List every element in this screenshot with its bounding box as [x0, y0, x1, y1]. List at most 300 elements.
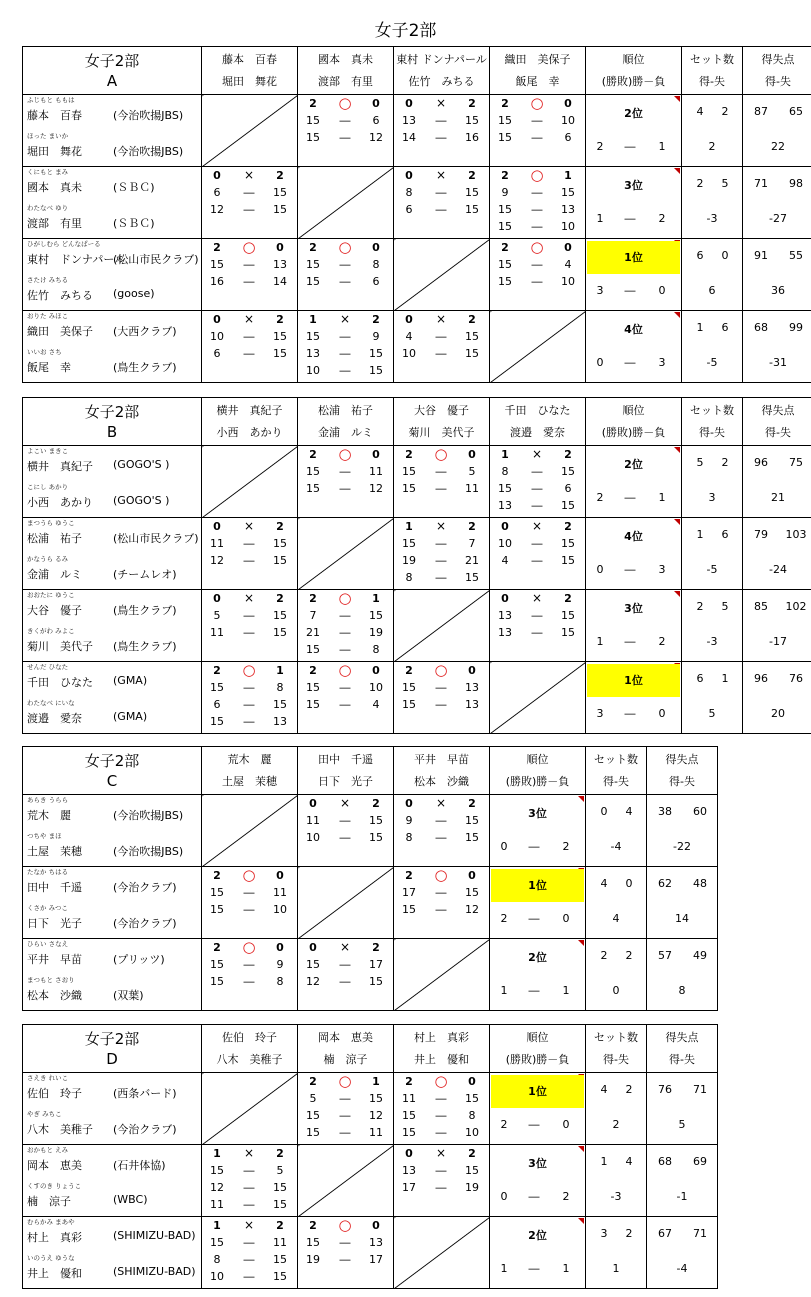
game-score-opp: 11 [273, 886, 287, 899]
self-match-cell [202, 795, 298, 867]
pair-row [23, 446, 811, 518]
dash: ― [531, 626, 543, 639]
game-score-opp: 9 [276, 958, 284, 971]
column-header-player2: 菊川 美代子 [408, 425, 475, 439]
wins: 2 [500, 912, 508, 925]
game-score [298, 1251, 393, 1268]
sets-for: 1 [696, 528, 704, 541]
sets-header-sub: 得-失 [699, 425, 725, 439]
match-result-cell [490, 95, 586, 167]
points-difference: 20 [771, 707, 785, 720]
game-score [394, 535, 489, 552]
game-score-opp: 11 [273, 1236, 287, 1249]
points-cell [647, 1145, 718, 1217]
game-score [202, 535, 297, 552]
game-score-opp: 11 [369, 1126, 383, 1139]
rank-header-title: 順位 [622, 52, 645, 66]
wins: 2 [596, 491, 604, 504]
win-mark: ○ [242, 238, 256, 256]
points-for: 96 [754, 672, 768, 685]
game-score-own: 15 [306, 330, 320, 343]
game-score [394, 1124, 489, 1141]
self-match-cell [490, 311, 586, 383]
game-score-own: 15 [306, 958, 320, 971]
sets-against: 4 [625, 1155, 633, 1168]
set-difference: -3 [706, 212, 718, 225]
losses: 1 [562, 984, 570, 997]
game-score-own: 15 [210, 886, 224, 899]
game-score [202, 256, 297, 273]
pair-row [23, 167, 811, 239]
dash: ― [339, 465, 351, 478]
rank-header [490, 1025, 586, 1073]
pair-name-cell [23, 1073, 202, 1145]
match-result-cell [490, 239, 586, 311]
game-score-own: 15 [306, 258, 320, 271]
pair-name-cell [23, 518, 202, 590]
game-score-own: 15 [402, 698, 416, 711]
game-score-own: 14 [402, 131, 416, 144]
losses: 1 [658, 491, 666, 504]
win-mark: ○ [242, 938, 256, 956]
dash: ― [339, 626, 351, 639]
game-score-own: 11 [210, 537, 224, 550]
match-summary [298, 239, 393, 256]
game-score [298, 362, 393, 379]
set-difference: -5 [706, 356, 718, 369]
player-club: (石井体協) [113, 1159, 166, 1172]
points-against: 99 [789, 321, 803, 334]
player-name-line [27, 1229, 196, 1245]
losses: 0 [658, 284, 666, 297]
player-name: 佐竹 みちる [27, 289, 93, 302]
player-name: 松本 沙織 [27, 989, 82, 1002]
dash: ― [435, 482, 447, 495]
dash: ― [243, 626, 255, 639]
losses: 2 [658, 635, 666, 648]
match-result-cell [298, 1073, 394, 1145]
game-score-own: 15 [306, 1236, 320, 1249]
win-mark: ○ [530, 238, 544, 256]
dash: ― [339, 975, 351, 988]
game-score [394, 112, 489, 129]
pair-name-cell [23, 446, 202, 518]
sets-lost: 0 [372, 664, 380, 677]
player-club: (今治吹揚JBS) [113, 809, 184, 822]
points-for: 68 [754, 321, 768, 334]
dash: ― [243, 186, 255, 199]
match-result-cell [298, 239, 394, 311]
game-score-own: 8 [405, 186, 413, 199]
game-score-opp: 8 [372, 643, 380, 656]
player-name-line [27, 359, 177, 375]
sets-lost: 0 [276, 869, 284, 882]
game-score [490, 218, 585, 235]
win-mark: ○ [338, 589, 352, 607]
game-score-opp: 10 [465, 1126, 479, 1139]
game-score-own: 15 [402, 1109, 416, 1122]
self-match-cell [298, 167, 394, 239]
game-score-opp: 10 [561, 275, 575, 288]
win-mark: ○ [338, 1072, 352, 1090]
points-header-sub: 得-失 [765, 425, 791, 439]
set-count-cell [682, 239, 743, 311]
game-score [298, 641, 393, 658]
player-club: (GMA) [113, 674, 148, 687]
sets-header-title: セット数 [594, 1030, 638, 1044]
furigana: くにもと まみ [27, 168, 69, 176]
points-header [743, 398, 811, 446]
game-score-own: 8 [213, 1253, 221, 1266]
game-score-own: 15 [402, 537, 416, 550]
column-header-player2: 楠 涼子 [323, 1052, 368, 1066]
sets-won: 2 [309, 1219, 317, 1232]
player-name-line [27, 807, 184, 823]
match-result-cell [394, 1145, 490, 1217]
win-loss-record [586, 356, 681, 370]
game-score [298, 973, 393, 990]
dash: ― [243, 1181, 255, 1194]
sets-lost: 2 [276, 313, 284, 326]
match-result-cell [394, 1073, 490, 1145]
sets-against: 0 [625, 877, 633, 890]
match-result-cell [202, 590, 298, 662]
points-against: 55 [789, 249, 803, 262]
rank-header-sub: (勝敗)勝－負 [601, 74, 666, 88]
set-count-cell [682, 95, 743, 167]
game-score-opp: 6 [564, 482, 572, 495]
dash: ― [339, 1126, 351, 1139]
game-score-opp: 19 [369, 626, 383, 639]
dash: ― [435, 814, 447, 827]
dash: ― [435, 186, 447, 199]
dash: ― [243, 330, 255, 343]
sets-won: 2 [405, 869, 413, 882]
dash: ― [243, 886, 255, 899]
points-header [647, 747, 718, 795]
loss-mark: × [243, 519, 255, 533]
game-score-own: 6 [213, 347, 221, 360]
column-header-player1: 平井 早苗 [414, 752, 469, 766]
game-score-own: 19 [306, 1253, 320, 1266]
win-loss-record [490, 984, 585, 998]
group-letter: B [106, 422, 118, 441]
rank-cell [586, 662, 682, 734]
game-score-own: 11 [306, 814, 320, 827]
dash: ― [243, 258, 255, 271]
match-summary [490, 167, 585, 184]
dash: ― [243, 1198, 255, 1211]
dash: ― [339, 831, 351, 844]
loss-mark: × [339, 312, 351, 326]
game-score-opp: 15 [369, 814, 383, 827]
game-score [202, 345, 297, 362]
game-score-own: 15 [306, 681, 320, 694]
game-score-opp: 12 [369, 131, 383, 144]
game-score-own: 13 [498, 609, 512, 622]
match-summary [298, 446, 393, 463]
wins: 0 [500, 840, 508, 853]
dash: ― [531, 203, 543, 216]
pair-row [23, 590, 811, 662]
match-result-cell [298, 95, 394, 167]
sets-won: 2 [501, 97, 509, 110]
column-header-player1: 松浦 祐子 [318, 403, 373, 417]
rank-header-title: 順位 [526, 752, 549, 766]
loss-mark: × [435, 1146, 447, 1160]
game-score-opp: 13 [465, 698, 479, 711]
match-summary [394, 95, 489, 112]
player-name-line [27, 323, 177, 339]
dash: ― [243, 537, 255, 550]
game-score [298, 812, 393, 829]
game-score [202, 1251, 297, 1268]
rank-header-title: 順位 [622, 403, 645, 417]
match-summary [298, 95, 393, 112]
sets-lost: 0 [564, 97, 572, 110]
points-for: 68 [658, 1155, 672, 1168]
game-score [490, 112, 585, 129]
furigana: まつうら ゆうこ [27, 519, 75, 527]
game-score-own: 15 [210, 1164, 224, 1177]
points-header-sub: 得-失 [669, 1052, 695, 1066]
dash: ― [528, 1190, 540, 1203]
match-summary [298, 939, 393, 956]
dash: ― [339, 609, 351, 622]
game-score [394, 569, 489, 586]
match-result-cell [298, 590, 394, 662]
game-score-opp: 17 [369, 1253, 383, 1266]
game-score-own: 15 [498, 131, 512, 144]
game-score-opp: 10 [561, 114, 575, 127]
sets-for: 0 [600, 805, 608, 818]
points-cell [743, 95, 811, 167]
rank-cell [586, 167, 682, 239]
game-score-own: 16 [210, 275, 224, 288]
dash: ― [528, 984, 540, 997]
sets-against: 6 [721, 321, 729, 334]
match-result-cell [298, 1217, 394, 1289]
losses: 1 [658, 140, 666, 153]
column-header-player1: 藤本 百春 [222, 52, 277, 66]
game-score [490, 201, 585, 218]
game-score-opp: 15 [273, 1270, 287, 1283]
furigana: おかもと えみ [27, 1146, 69, 1154]
points-difference: 5 [678, 1118, 686, 1131]
match-summary [394, 1073, 489, 1090]
dash: ― [528, 912, 540, 925]
pair-row [23, 662, 811, 734]
dash: ― [339, 1253, 351, 1266]
player-name-line [27, 458, 170, 474]
game-score-own: 8 [405, 571, 413, 584]
win-mark: ○ [530, 166, 544, 184]
sets-against: 6 [721, 528, 729, 541]
game-score-own: 15 [498, 220, 512, 233]
dash: ― [528, 1262, 540, 1275]
player-club: (双葉) [113, 989, 144, 1002]
points-for: 38 [658, 805, 672, 818]
points-against: 102 [785, 600, 807, 613]
self-match-cell [298, 867, 394, 939]
sets-against: 1 [721, 672, 729, 685]
match-result-cell [394, 795, 490, 867]
dash: ― [435, 1126, 447, 1139]
furigana: よこい まきこ [27, 447, 69, 455]
points-for: 71 [754, 177, 768, 190]
sets-lost: 2 [372, 797, 380, 810]
game-score [394, 552, 489, 569]
points-difference: -1 [676, 1190, 688, 1203]
game-score-opp: 15 [273, 186, 287, 199]
sets-lost: 2 [372, 313, 380, 326]
game-score [298, 829, 393, 846]
pair-row [23, 795, 718, 867]
player-club: (goose) [113, 287, 155, 300]
dash: ― [339, 330, 351, 343]
game-score-own: 15 [498, 114, 512, 127]
game-score-own: 15 [498, 482, 512, 495]
player-name: 日下 光子 [27, 917, 82, 930]
game-score [394, 696, 489, 713]
wins: 1 [500, 1262, 508, 1275]
sets-won: 2 [309, 448, 317, 461]
game-score-opp: 15 [273, 1198, 287, 1211]
game-score-own: 11 [402, 1092, 416, 1105]
furigana: おおたに ゆうこ [27, 591, 75, 599]
game-score [394, 829, 489, 846]
column-header-player2: 佐竹 みちる [408, 74, 475, 88]
game-score-opp: 11 [465, 482, 479, 495]
dash: ― [243, 1164, 255, 1177]
losses: 2 [658, 212, 666, 225]
player-name: 田中 千遥 [27, 881, 82, 894]
sets-won: 2 [213, 941, 221, 954]
match-summary [490, 239, 585, 256]
column-header-pair [298, 747, 394, 795]
game-score-own: 15 [402, 1126, 416, 1139]
points-against: 76 [789, 672, 803, 685]
game-score [202, 1179, 297, 1196]
game-score-opp: 6 [372, 114, 380, 127]
loss-mark: × [435, 312, 447, 326]
player-name-line [27, 1085, 177, 1101]
sets-lost: 0 [372, 241, 380, 254]
game-score-opp: 15 [465, 330, 479, 343]
match-summary [394, 662, 489, 679]
dash: ― [435, 465, 447, 478]
game-score-opp: 15 [561, 499, 575, 512]
dash: ― [435, 1109, 447, 1122]
points-header-title: 得失点 [665, 752, 699, 766]
game-score [298, 607, 393, 624]
player-club: (SHIMIZU-BAD) [113, 1229, 196, 1242]
sets-won: 2 [213, 664, 221, 677]
self-match-cell [202, 95, 298, 167]
game-score-opp: 15 [465, 114, 479, 127]
match-result-cell [394, 167, 490, 239]
game-score-own: 15 [306, 698, 320, 711]
player-name: 荒木 麗 [27, 809, 71, 822]
pair-row [23, 311, 811, 383]
pair-row [23, 95, 811, 167]
match-summary [394, 867, 489, 884]
dash: ― [624, 140, 636, 153]
column-header-player2: 小西 あかり [216, 425, 283, 439]
game-score-opp: 15 [369, 975, 383, 988]
game-score-opp: 15 [273, 698, 287, 711]
sets-lost: 0 [468, 448, 476, 461]
game-score-opp: 4 [372, 698, 380, 711]
sets-won: 0 [501, 592, 509, 605]
game-score-opp: 8 [468, 1109, 476, 1122]
dash: ― [339, 643, 351, 656]
game-score-opp: 16 [465, 131, 479, 144]
game-score [394, 901, 489, 918]
sets-for: 5 [696, 456, 704, 469]
match-summary [394, 167, 489, 184]
sets-lost: 2 [276, 1219, 284, 1232]
game-score-opp: 9 [372, 330, 380, 343]
points-cell [743, 590, 811, 662]
player-name: 佐伯 玲子 [27, 1087, 82, 1100]
match-summary [298, 1217, 393, 1234]
pair-name-cell [23, 662, 202, 734]
sets-won: 0 [405, 1147, 413, 1160]
sets-won: 2 [405, 1075, 413, 1088]
game-score-own: 13 [402, 114, 416, 127]
sets-header-sub: 得-失 [603, 1052, 629, 1066]
set-count-cell [586, 867, 647, 939]
sets-header [586, 1025, 647, 1073]
sets-lost: 0 [372, 97, 380, 110]
column-header-player1: 佐伯 玲子 [222, 1030, 277, 1044]
sets-lost: 2 [372, 941, 380, 954]
sets-lost: 2 [564, 520, 572, 533]
rank-value: 3位 [528, 807, 547, 820]
set-difference: 6 [708, 284, 716, 297]
game-score [490, 497, 585, 514]
game-score-opp: 15 [465, 1164, 479, 1177]
dash: ― [243, 681, 255, 694]
player-name: 藤本 百春 [27, 109, 82, 122]
dash: ― [624, 356, 636, 369]
game-score-own: 15 [402, 903, 416, 916]
furigana: ふじもと ももは [27, 96, 75, 104]
rank-value: 1位 [491, 1075, 584, 1108]
rank-cell [586, 239, 682, 311]
match-summary [202, 239, 297, 256]
match-result-cell [298, 795, 394, 867]
furigana: やぎ みちこ [27, 1110, 62, 1118]
match-result-cell [394, 518, 490, 590]
column-header-pair [394, 747, 490, 795]
game-score-own: 15 [210, 681, 224, 694]
game-score [202, 973, 297, 990]
match-result-cell [202, 1217, 298, 1289]
wins: 3 [596, 284, 604, 297]
game-score [298, 112, 393, 129]
game-score [394, 812, 489, 829]
furigana: さえき れいこ [27, 1074, 69, 1082]
match-summary [394, 446, 489, 463]
player-name: 楠 涼子 [27, 1195, 71, 1208]
player-name: 松浦 祐子 [27, 532, 82, 545]
player-name: 渡部 有里 [27, 217, 82, 230]
game-score-opp: 10 [369, 681, 383, 694]
dash: ― [243, 958, 255, 971]
game-score-own: 15 [306, 643, 320, 656]
